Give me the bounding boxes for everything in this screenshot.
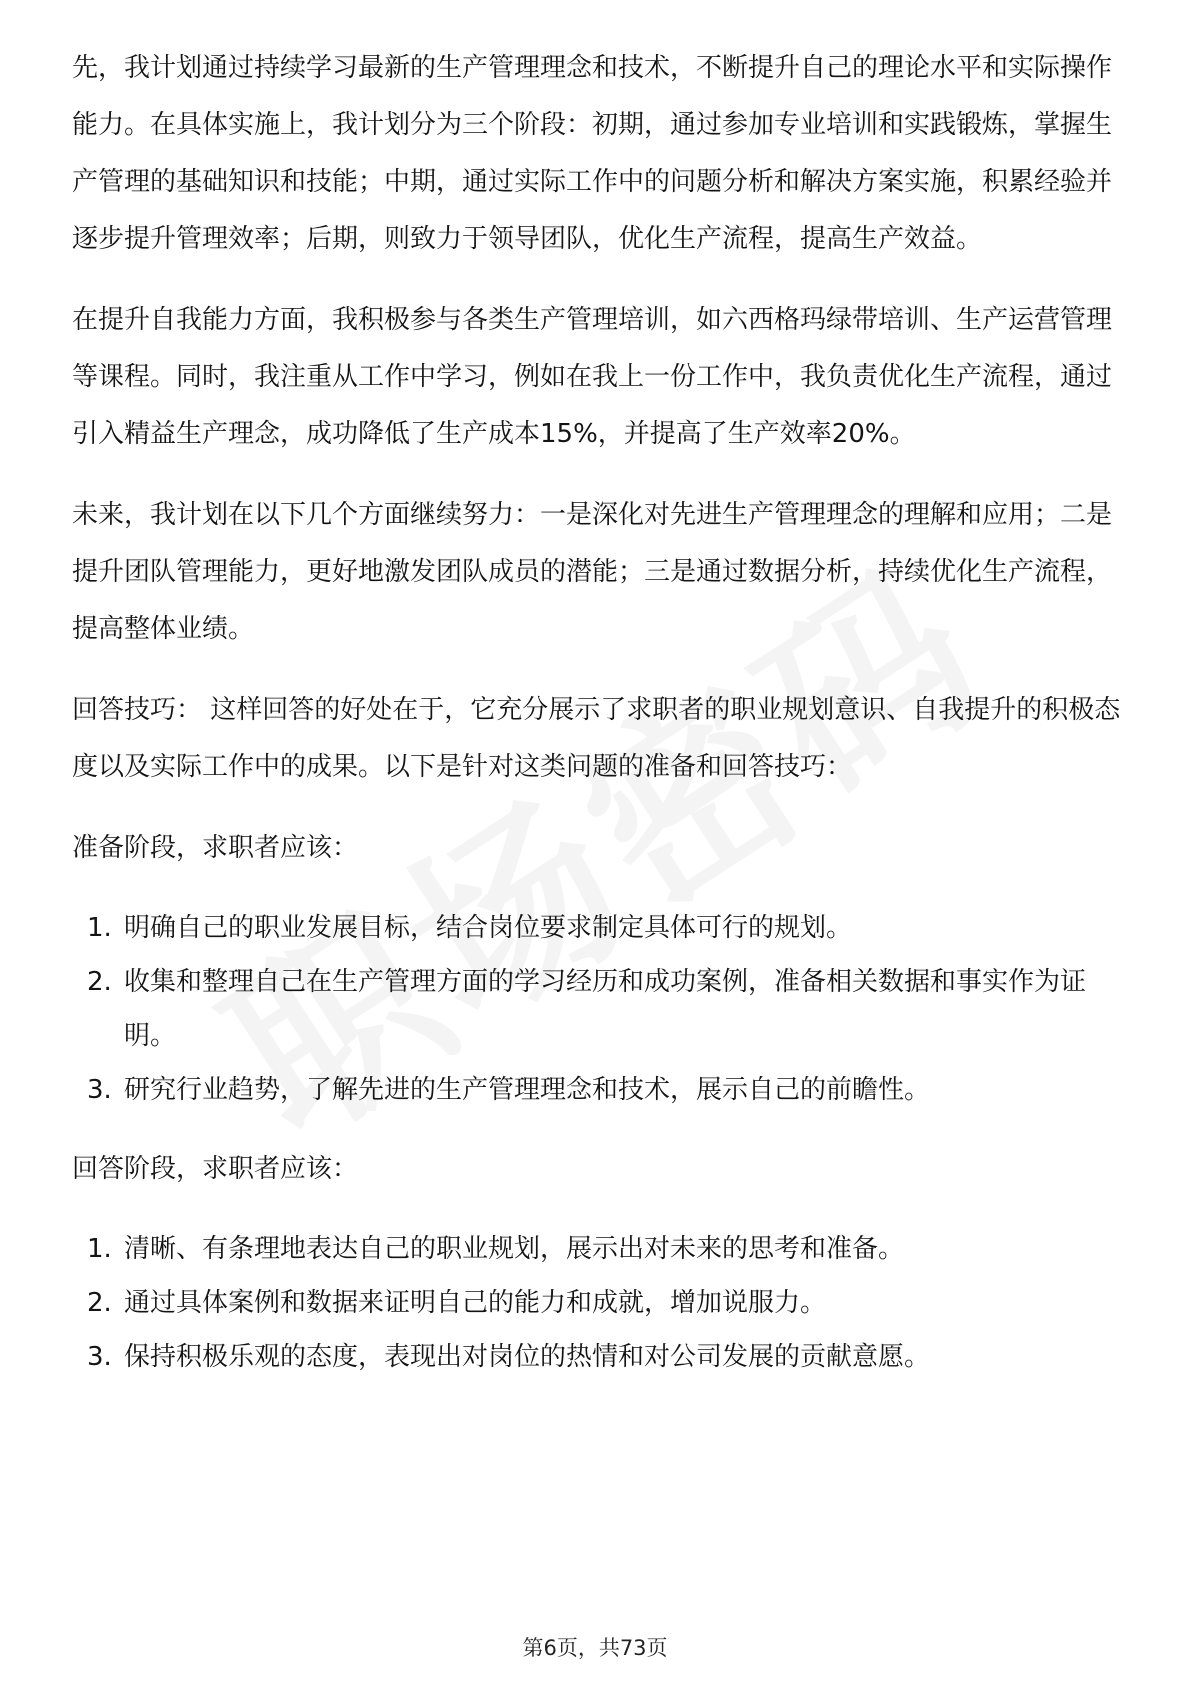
list-item-text: 通过具体案例和数据来证明自己的能力和成就，增加说服力。 [124,1288,827,1318]
answer-stage-heading: 回答阶段，求职者应该： [72,1154,359,1184]
paragraph-answer-tips: 回答技巧： 这样回答的好处在于，它充分展示了求职者的职业规划意识、自我提升的积极态度以及实际工作中的成果。以下是针对这类问题的准备和回答技巧： [72,695,1121,782]
document-page [72,40,1122,1408]
list-number: 3. [87,1342,112,1372]
paragraph-plan: 先，我计划通过持续学习最新的生产管理理念和技术，不断提升自己的理论水平和实际操作能力。在具体实施上，我计划分为三个阶段：初期，通过参加专业培训和实践锻炼，掌握生产管理的基础知识和技能；中期，通过实际工作中的问题分析和解决方案实施，积累经验并逐步提升管理效率；后期，则致力于领导团队，优化生产流程，提高生产效益。 [72,53,1113,254]
list-item [72,1222,1122,1276]
prep-stage-heading: 准备阶段，求职者应该： [72,833,359,863]
list-item [72,1063,1122,1117]
list-item [72,1276,1122,1330]
answer-stage-list [72,1222,1122,1384]
page-number-footer: 第6页，共73页 [522,1636,668,1660]
list-number: 1. [87,1234,112,1264]
list-item [72,901,1122,955]
list-item [72,955,1122,1063]
list-number: 2. [87,1288,112,1318]
list-number: 3. [87,1075,112,1105]
list-item-text: 清晰、有条理地表达自己的职业规划，展示出对未来的思考和准备。 [124,1234,905,1264]
list-item-text: 研究行业趋势，了解先进的生产管理理念和技术，展示自己的前瞻性。 [124,1075,931,1105]
list-item-text: 保持积极乐观的态度，表现出对岗位的热情和对公司发展的贡献意愿。 [124,1342,931,1372]
paragraph-future: 未来，我计划在以下几个方面继续努力：一是深化对先进生产管理理念的理解和应用；二是提升团队管理能力，更好地激发团队成员的潜能；三是通过数据分析，持续优化生产流程，提高整体业绩。 [72,500,1113,644]
paragraph-self-improvement: 在提升自我能力方面，我积极参与各类生产管理培训，如六西格玛绿带培训、生产运营管理等课程。同时，我注重从工作中学习，例如在我上一份工作中，我负责优化生产流程，通过引入精益生产理念，成功降低了生产成本15%，并提高了生产效率20%。 [72,305,1113,449]
list-number: 1. [87,913,112,943]
list-number: 2. [87,967,112,997]
list-item-text: 明确自己的职业发展目标，结合岗位要求制定具体可行的规划。 [124,913,853,943]
prep-stage-list [72,901,1122,1117]
list-item [72,1330,1122,1384]
list-item-text: 收集和整理自己在生产管理方面的学习经历和成功案例，准备相关数据和事实作为证明。 [124,967,1087,1051]
